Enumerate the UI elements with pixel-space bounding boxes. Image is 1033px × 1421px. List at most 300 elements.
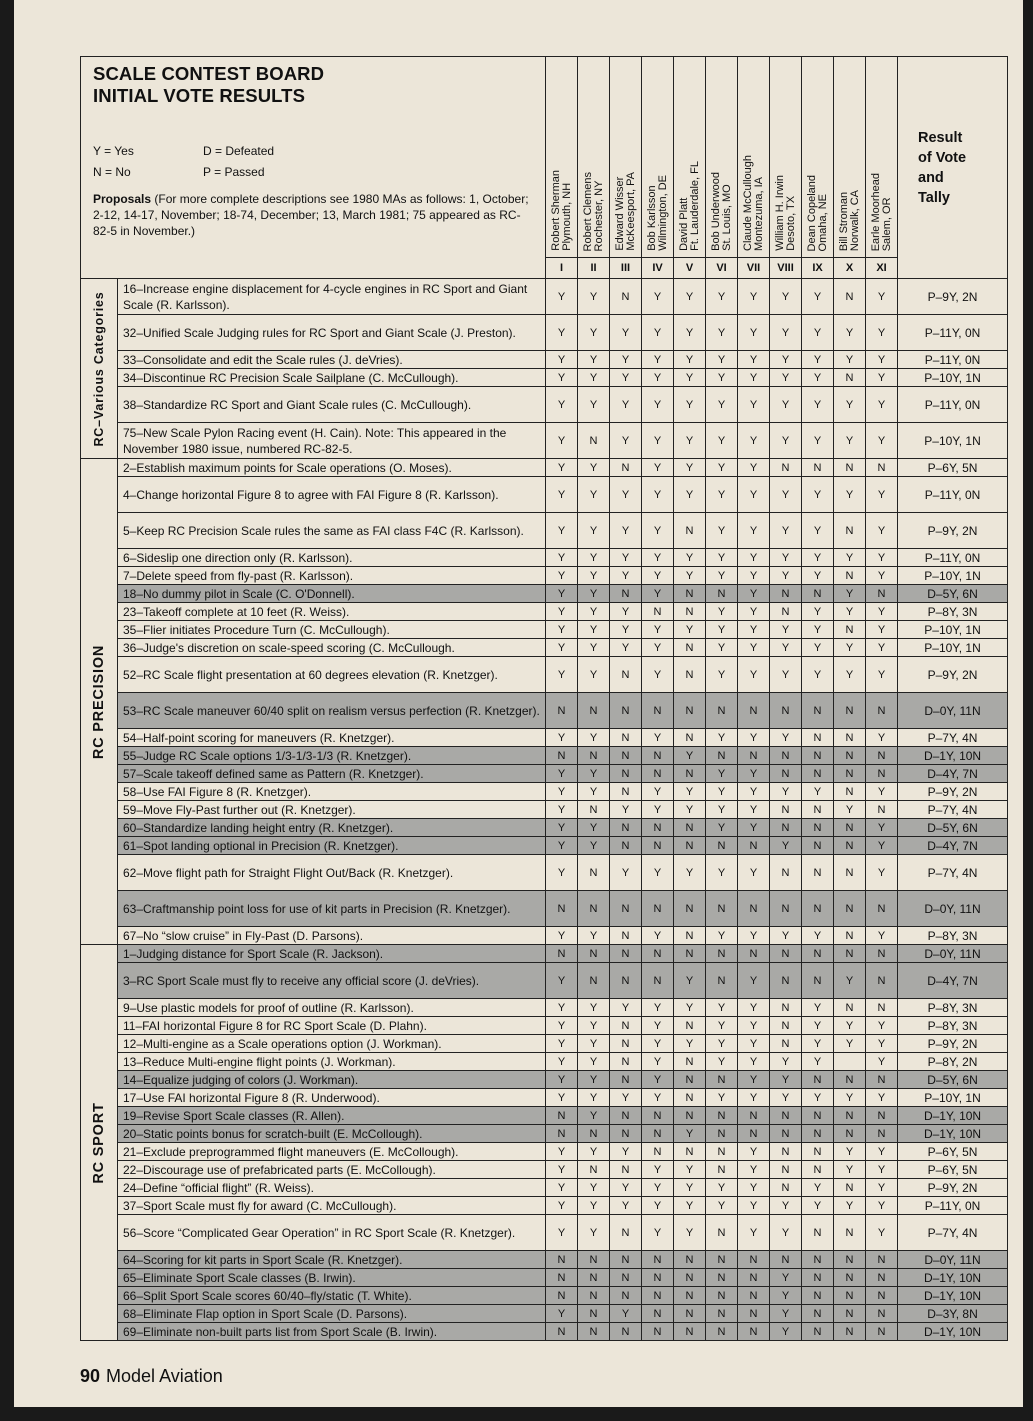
vote-cell: Y	[738, 1035, 770, 1053]
vote-cell: Y	[770, 567, 802, 585]
vote-cell: Y	[578, 351, 610, 369]
proposal-row	[81, 513, 1008, 549]
judge-name-block	[674, 161, 705, 251]
vote-cell: N	[802, 729, 834, 747]
vote-cell: Y	[546, 1161, 578, 1179]
vote-cell: N	[738, 1287, 770, 1305]
vote-cell: Y	[642, 369, 674, 387]
result-tally: P–8Y, 3N	[898, 1017, 1008, 1035]
vote-cell: Y	[546, 1305, 578, 1323]
judge-header	[546, 57, 578, 258]
vote-cell: N	[834, 1071, 866, 1089]
vote-cell: Y	[578, 585, 610, 603]
result-tally: P–11Y, 0N	[898, 315, 1008, 351]
vote-cell: Y	[546, 765, 578, 783]
vote-cell: Y	[706, 567, 738, 585]
vote-cell: Y	[674, 477, 706, 513]
vote-cell: N	[738, 1269, 770, 1287]
judge-name-block	[802, 175, 833, 251]
proposal-text: 6–Sideslip one direction only (R. Karlsson).	[118, 549, 546, 567]
result-tally: P–9Y, 2N	[898, 657, 1008, 693]
vote-cell: N	[578, 801, 610, 819]
vote-cell: N	[610, 837, 642, 855]
vote-cell: N	[770, 855, 802, 891]
vote-cell: Y	[642, 657, 674, 693]
vote-cell: Y	[578, 1035, 610, 1053]
result-tally: D–0Y, 11N	[898, 1251, 1008, 1269]
vote-cell: N	[770, 747, 802, 765]
vote-cell: N	[610, 459, 642, 477]
vote-cell: N	[834, 855, 866, 891]
vote-cell: N	[546, 1251, 578, 1269]
vote-cell: Y	[738, 1197, 770, 1215]
vote-cell: Y	[802, 423, 834, 459]
vote-cell: Y	[866, 729, 898, 747]
vote-cell: Y	[578, 477, 610, 513]
vote-cell: N	[866, 1305, 898, 1323]
proposal-text: 55–Judge RC Scale options 1/3-1/3-1/3 (R. Knetzger).	[118, 747, 546, 765]
vote-cell: Y	[738, 369, 770, 387]
vote-cell: Y	[610, 1179, 642, 1197]
vote-cell: N	[610, 1287, 642, 1305]
vote-cell: N	[738, 1125, 770, 1143]
vote-cell: Y	[706, 999, 738, 1017]
vote-cell: Y	[866, 351, 898, 369]
vote-cell: Y	[546, 369, 578, 387]
vote-cell: N	[802, 819, 834, 837]
vote-cell: N	[610, 693, 642, 729]
vote-cell: Y	[770, 423, 802, 459]
proposal-text: 12–Multi-engine as a Scale operations option (J. Workman).	[118, 1035, 546, 1053]
vote-cell: Y	[802, 315, 834, 351]
vote-cell: N	[770, 459, 802, 477]
vote-cell: Y	[834, 315, 866, 351]
vote-cell: Y	[706, 369, 738, 387]
vote-cell: Y	[578, 1215, 610, 1251]
vote-cell: Y	[706, 279, 738, 315]
vote-cell: N	[802, 837, 834, 855]
judge-location: Rochester, NY	[592, 180, 605, 251]
vote-cell: Y	[770, 729, 802, 747]
vote-cell: Y	[578, 729, 610, 747]
judge-name: Robert Clemens	[581, 171, 594, 251]
proposal-text: 34–Discontinue RC Precision Scale Sailplane (C. McCullough).	[118, 369, 546, 387]
vote-cell: Y	[866, 1161, 898, 1179]
vote-cell: Y	[578, 549, 610, 567]
vote-cell: N	[610, 927, 642, 945]
vote-cell: Y	[738, 963, 770, 999]
vote-cell: Y	[546, 963, 578, 999]
vote-cell: Y	[802, 549, 834, 567]
vote-cell: Y	[610, 513, 642, 549]
header-panel	[81, 57, 546, 279]
vote-cell: N	[610, 585, 642, 603]
vote-cell: N	[674, 1071, 706, 1089]
proposal-text: 21–Exclude preprogrammed flight maneuvers (E. McCollough).	[118, 1143, 546, 1161]
judge-name: David Platt	[677, 197, 690, 251]
vote-cell: Y	[642, 513, 674, 549]
vote-cell: N	[834, 459, 866, 477]
vote-cell: N	[642, 963, 674, 999]
proposal-row	[81, 891, 1008, 927]
vote-cell: Y	[738, 585, 770, 603]
vote-cell: Y	[834, 963, 866, 999]
vote-cell: Y	[802, 1197, 834, 1215]
vote-cell: Y	[866, 927, 898, 945]
vote-cell: Y	[802, 477, 834, 513]
vote-cell: N	[578, 945, 610, 963]
result-tally: D–4Y, 7N	[898, 963, 1008, 999]
proposal-text: 61–Spot landing optional in Precision (R. Knetzger).	[118, 837, 546, 855]
vote-cell: Y	[578, 765, 610, 783]
vote-cell: Y	[738, 1053, 770, 1071]
result-tally: D–1Y, 10N	[898, 1287, 1008, 1305]
vote-cell: N	[802, 459, 834, 477]
vote-cell: Y	[546, 459, 578, 477]
proposal-text: 64–Scoring for kit parts in Sport Scale (R. Knetzger).	[118, 1251, 546, 1269]
proposal-text: 58–Use FAI Figure 8 (R. Knetzger).	[118, 783, 546, 801]
vote-cell: Y	[834, 1143, 866, 1161]
vote-cell: N	[674, 1107, 706, 1125]
result-tally: D–1Y, 10N	[898, 1107, 1008, 1125]
proposal-text: 65–Eliminate Sport Scale classes (B. Irwin).	[118, 1269, 546, 1287]
vote-cell: Y	[642, 1017, 674, 1035]
vote-cell: N	[834, 765, 866, 783]
vote-cell: Y	[770, 927, 802, 945]
vote-cell: N	[834, 999, 866, 1017]
vote-cell: N	[610, 747, 642, 765]
vote-cell: N	[770, 801, 802, 819]
result-tally: P–11Y, 0N	[898, 387, 1008, 423]
result-heading-line: and	[918, 169, 944, 186]
proposal-row	[81, 693, 1008, 729]
judge-location: Montezuma, IA	[752, 177, 765, 251]
vote-cell: N	[706, 1125, 738, 1143]
vote-cell: Y	[578, 657, 610, 693]
section-label-cell	[81, 945, 118, 1341]
vote-cell: N	[770, 1179, 802, 1197]
result-tally: P–10Y, 1N	[898, 639, 1008, 657]
vote-cell: Y	[706, 549, 738, 567]
vote-cell: N	[866, 765, 898, 783]
vote-cell: Y	[642, 585, 674, 603]
vote-cell: N	[674, 1287, 706, 1305]
vote-cell: Y	[706, 855, 738, 891]
vote-cell: Y	[674, 1161, 706, 1179]
judge-location: Desoto, TX	[784, 196, 797, 251]
proposal-row	[81, 1179, 1008, 1197]
vote-cell: Y	[770, 1071, 802, 1089]
result-tally: P–6Y, 5N	[898, 459, 1008, 477]
vote-cell: Y	[674, 423, 706, 459]
result-tally: P–9Y, 2N	[898, 279, 1008, 315]
result-tally: P–7Y, 4N	[898, 1215, 1008, 1251]
vote-cell: N	[578, 693, 610, 729]
legend	[93, 141, 535, 183]
proposal-row	[81, 783, 1008, 801]
vote-cell: Y	[738, 1071, 770, 1089]
proposal-row	[81, 423, 1008, 459]
vote-cell: N	[674, 1323, 706, 1341]
proposal-text: 57–Scale takeoff defined same as Pattern (R. Knetzger).	[118, 765, 546, 783]
vote-cell: N	[578, 891, 610, 927]
vote-cell: Y	[642, 1179, 674, 1197]
vote-cell: Y	[642, 279, 674, 315]
result-tally: P–8Y, 3N	[898, 603, 1008, 621]
vote-cell: Y	[546, 855, 578, 891]
vote-cell: N	[578, 963, 610, 999]
vote-cell: Y	[546, 783, 578, 801]
vote-cell: Y	[546, 999, 578, 1017]
proposal-row	[81, 387, 1008, 423]
vote-cell: Y	[546, 657, 578, 693]
proposal-row	[81, 351, 1008, 369]
vote-cell: Y	[866, 477, 898, 513]
vote-cell: Y	[610, 549, 642, 567]
vote-cell: Y	[674, 351, 706, 369]
vote-cell: Y	[578, 369, 610, 387]
vote-cell: Y	[578, 837, 610, 855]
vote-cell: Y	[802, 639, 834, 657]
vote-cell: Y	[674, 621, 706, 639]
vote-cell: N	[610, 1071, 642, 1089]
vote-cell: Y	[738, 351, 770, 369]
proposal-row	[81, 1161, 1008, 1179]
vote-cell: Y	[866, 639, 898, 657]
vote-cell: N	[642, 1269, 674, 1287]
result-tally: D–1Y, 10N	[898, 747, 1008, 765]
vote-cell: N	[546, 1323, 578, 1341]
result-tally: D–5Y, 6N	[898, 819, 1008, 837]
vote-cell: Y	[738, 423, 770, 459]
vote-cell: Y	[866, 369, 898, 387]
proposal-text: 23–Takeoff complete at 10 feet (R. Weiss).	[118, 603, 546, 621]
result-heading-line: Result	[918, 129, 963, 146]
vote-cell: Y	[642, 1035, 674, 1053]
judge-name-block	[546, 170, 577, 251]
result-tally: D–0Y, 11N	[898, 693, 1008, 729]
section-label-cell	[81, 459, 118, 945]
judge-header	[642, 57, 674, 258]
vote-cell: Y	[674, 387, 706, 423]
proposal-row	[81, 945, 1008, 963]
judge-name: Robert Sherman	[549, 170, 562, 251]
vote-cell: Y	[770, 1287, 802, 1305]
vote-cell: N	[834, 693, 866, 729]
result-tally: D–5Y, 6N	[898, 1071, 1008, 1089]
vote-cell: Y	[546, 1071, 578, 1089]
vote-cell: N	[674, 945, 706, 963]
vote-cell: Y	[706, 351, 738, 369]
proposal-row	[81, 1035, 1008, 1053]
judge-name: Bob Underwood	[709, 172, 722, 251]
vote-cell: N	[866, 1125, 898, 1143]
vote-cell: Y	[610, 603, 642, 621]
vote-cell: Y	[738, 819, 770, 837]
vote-cell: N	[706, 1287, 738, 1305]
proposal-text: 5–Keep RC Precision Scale rules the same as FAI class F4C (R. Karlsson).	[118, 513, 546, 549]
judge-name-block	[706, 172, 737, 251]
vote-cell: Y	[802, 567, 834, 585]
vote-cell: Y	[802, 621, 834, 639]
vote-cell: Y	[802, 1053, 834, 1071]
judge-name-block	[642, 175, 673, 251]
proposal-text: 69–Eliminate non-built parts list from Sport Scale (B. Irwin).	[118, 1323, 546, 1341]
vote-cell: N	[642, 765, 674, 783]
result-tally: P–6Y, 5N	[898, 1161, 1008, 1179]
vote-cell: Y	[674, 315, 706, 351]
proposal-text: 17–Use FAI horizontal Figure 8 (R. Underwood).	[118, 1089, 546, 1107]
result-tally: P–8Y, 3N	[898, 927, 1008, 945]
vote-cell: Y	[610, 639, 642, 657]
proposal-row	[81, 1269, 1008, 1287]
vote-cell: N	[866, 693, 898, 729]
vote-cell: Y	[642, 1197, 674, 1215]
proposal-row	[81, 549, 1008, 567]
vote-cell: Y	[770, 1215, 802, 1251]
proposal-row	[81, 1305, 1008, 1323]
proposal-text: 36–Judge's discretion on scale-speed scoring (C. McCullough.	[118, 639, 546, 657]
result-tally: P–9Y, 2N	[898, 1035, 1008, 1053]
vote-cell: Y	[802, 1179, 834, 1197]
vote-cell: N	[706, 1323, 738, 1341]
section-label: RC–Various Categories	[92, 290, 106, 447]
vote-cell: N	[866, 945, 898, 963]
vote-cell: N	[770, 693, 802, 729]
result-tally: P–10Y, 1N	[898, 423, 1008, 459]
vote-cell: Y	[834, 1017, 866, 1035]
judge-numeral: I	[546, 258, 578, 279]
board-title-line1: SCALE CONTEST BOARD	[93, 63, 325, 84]
vote-cell: N	[674, 1269, 706, 1287]
vote-cell: N	[770, 1035, 802, 1053]
vote-cell: Y	[642, 1215, 674, 1251]
vote-cell: N	[834, 729, 866, 747]
vote-cell: N	[738, 747, 770, 765]
proposal-row	[81, 927, 1008, 945]
vote-cell: Y	[834, 1089, 866, 1107]
vote-cell: N	[642, 747, 674, 765]
vote-cell: Y	[642, 729, 674, 747]
vote-cell: Y	[578, 1179, 610, 1197]
vote-cell: N	[674, 1305, 706, 1323]
vote-cell: N	[578, 1269, 610, 1287]
vote-cell: N	[706, 837, 738, 855]
proposal-text: 13–Reduce Multi-engine flight points (J. Workman).	[118, 1053, 546, 1071]
vote-cell: N	[866, 891, 898, 927]
vote-cell: Y	[866, 279, 898, 315]
vote-cell: N	[610, 657, 642, 693]
vote-cell: N	[834, 567, 866, 585]
vote-cell: Y	[802, 513, 834, 549]
vote-cell: N	[674, 1089, 706, 1107]
vote-cell: Y	[578, 459, 610, 477]
proposal-row	[81, 1017, 1008, 1035]
proposal-text: 52–RC Scale flight presentation at 60 degrees elevation (R. Knetzger).	[118, 657, 546, 693]
proposals-note	[93, 191, 535, 239]
vote-cell: N	[738, 1323, 770, 1341]
vote-cell: Y	[674, 963, 706, 999]
vote-cell: N	[546, 747, 578, 765]
vote-cell: Y	[866, 1215, 898, 1251]
vote-cell: Y	[770, 351, 802, 369]
vote-cell: N	[770, 945, 802, 963]
vote-cell: Y	[578, 1197, 610, 1215]
vote-cell: N	[610, 1125, 642, 1143]
proposal-text: 60–Standardize landing height entry (R. Knetzger).	[118, 819, 546, 837]
vote-cell: Y	[770, 549, 802, 567]
vote-cell: Y	[546, 387, 578, 423]
vote-cell: Y	[674, 459, 706, 477]
vote-cell: Y	[546, 1197, 578, 1215]
vote-cell: N	[834, 1305, 866, 1323]
proposal-text: 1–Judging distance for Sport Scale (R. Jackson).	[118, 945, 546, 963]
vote-cell: Y	[610, 351, 642, 369]
vote-cell: Y	[546, 1215, 578, 1251]
proposal-text: 54–Half-point scoring for maneuvers (R. Knetzger).	[118, 729, 546, 747]
proposal-text: 53–RC Scale maneuver 60/40 split on realism versus perfection (R. Knetzger).	[118, 693, 546, 729]
vote-cell: N	[642, 891, 674, 927]
vote-cell: N	[834, 945, 866, 963]
vote-cell: Y	[866, 567, 898, 585]
vote-cell: N	[770, 1125, 802, 1143]
proposal-row	[81, 819, 1008, 837]
vote-cell: N	[802, 945, 834, 963]
vote-cell: Y	[610, 999, 642, 1017]
judge-header	[674, 57, 706, 258]
proposal-row	[81, 837, 1008, 855]
judge-numeral: V	[674, 258, 706, 279]
proposal-text: 24–Define “official flight” (R. Weiss).	[118, 1179, 546, 1197]
vote-cell: N	[770, 765, 802, 783]
vote-cell: N	[674, 1251, 706, 1269]
result-tally: P–11Y, 0N	[898, 351, 1008, 369]
proposal-text: 59–Move Fly-Past further out (R. Knetzger).	[118, 801, 546, 819]
proposal-row	[81, 477, 1008, 513]
vote-cell: Y	[578, 603, 610, 621]
vote-cell: Y	[642, 477, 674, 513]
vote-cell: N	[770, 603, 802, 621]
vote-cell: Y	[578, 1107, 610, 1125]
proposal-text: 33–Consolidate and edit the Scale rules (J. deVries).	[118, 351, 546, 369]
proposal-text: 2–Establish maximum points for Scale operations (O. Moses).	[118, 459, 546, 477]
vote-cell: Y	[706, 423, 738, 459]
vote-cell: Y	[770, 1305, 802, 1323]
vote-cell: Y	[802, 783, 834, 801]
result-heading-line: of Vote	[918, 149, 967, 166]
vote-cell: N	[866, 1287, 898, 1305]
vote-cell: N	[706, 1251, 738, 1269]
vote-cell: N	[610, 1017, 642, 1035]
result-tally: P–10Y, 1N	[898, 369, 1008, 387]
proposal-row	[81, 279, 1008, 315]
proposal-row	[81, 369, 1008, 387]
judge-numeral: VIII	[770, 258, 802, 279]
vote-cell: Y	[834, 1161, 866, 1179]
proposal-text: 18–No dummy pilot in Scale (C. O'Donnell).	[118, 585, 546, 603]
vote-cell: Y	[578, 315, 610, 351]
vote-cell: Y	[834, 477, 866, 513]
vote-cell: N	[578, 423, 610, 459]
legend-yes: Y = Yes	[93, 144, 134, 158]
board-title-line2: INITIAL VOTE RESULTS	[93, 85, 306, 106]
vote-cell: Y	[578, 621, 610, 639]
vote-cell: N	[866, 1107, 898, 1125]
vote-cell: Y	[802, 387, 834, 423]
judge-name-block	[610, 172, 641, 251]
vote-cell: N	[610, 963, 642, 999]
vote-cell: Y	[642, 315, 674, 351]
